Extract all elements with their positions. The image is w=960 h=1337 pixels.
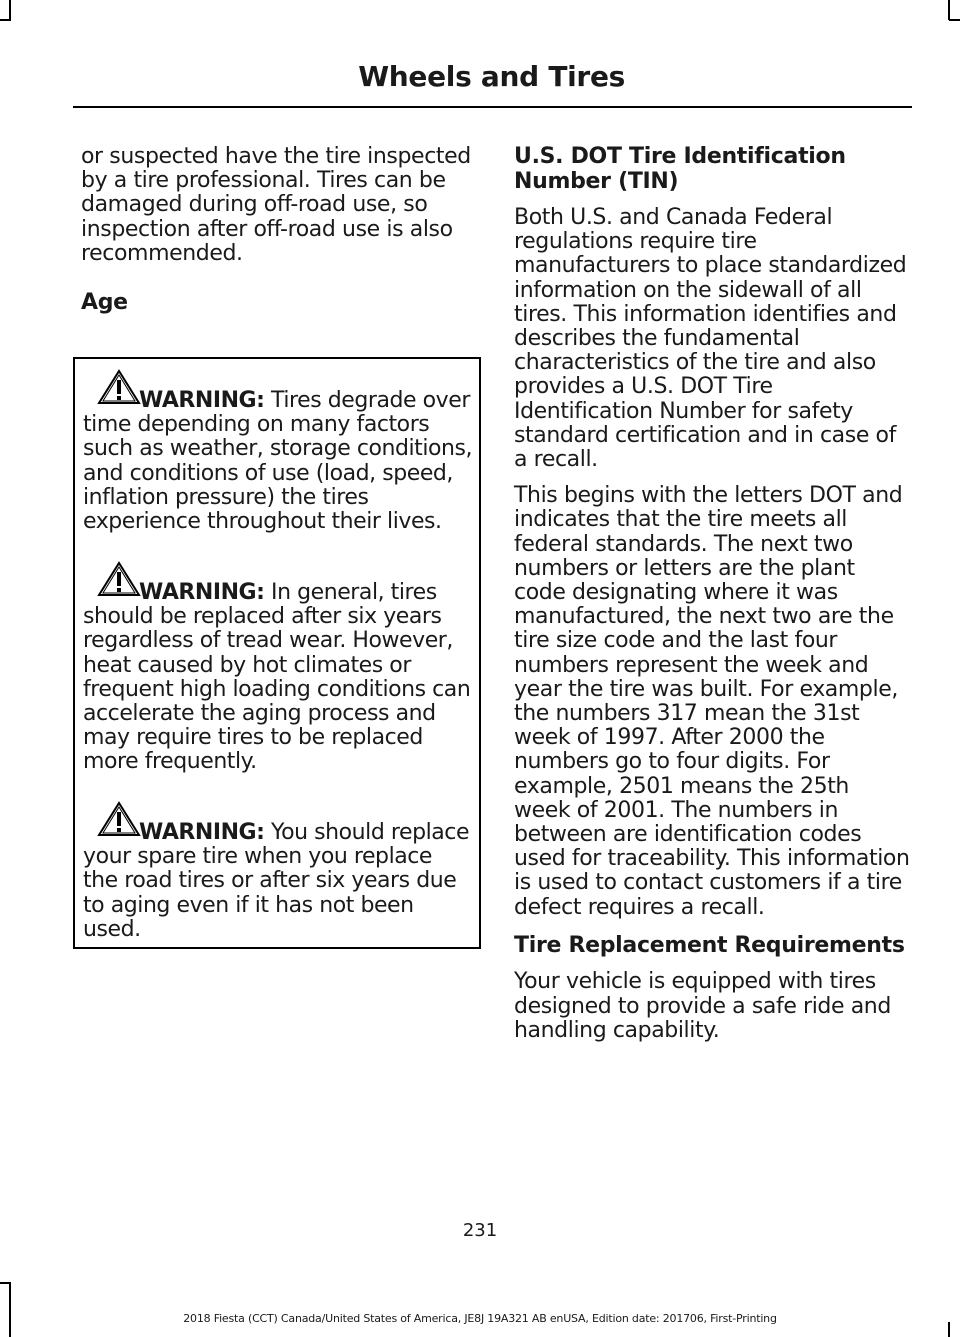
age-heading: Age (81, 290, 128, 316)
warning-text: In general, tires should be replaced after six years regardless of tread wear. However, heat caused by hot climates or frequent high loading conditions can accelerate the aging process and may require tires to be replaced more frequently. (83, 580, 471, 775)
warning-triangle-icon (97, 369, 141, 405)
warning-box (73, 357, 481, 949)
warning-triangle-icon (97, 801, 141, 837)
tin-paragraph-1: Both U.S. and Canada Federal regulations require tire manufacturers to place standardized information on the sidewall of all tires. This information identifies and describes the fundamental characteristics of the tire and also provides a U.S. DOT Tire Identification Number for safety standard certification and in case of a recall. (514, 205, 907, 473)
tin-paragraph-2: This begins with the letters DOT and indicates that the tire meets all federal standards. The next two numbers or letters are the plant code designating where it was manufactured, the next two are the tire size code and the last four numbers represent the week and year the tire was built. For example, the numbers 317 mean the 31st week of 1997. After 2000 the numbers go to four digits. For example, 2501 means the 25th week of 2001. The numbers in between are identification codes used for traceability. This information is used to contact customers if a tire defect requires a recall. (514, 483, 910, 920)
warning-lead: WARNING: (139, 388, 265, 413)
crop-mark (9, 1282, 11, 1337)
warning-item (83, 821, 473, 942)
warning-lead: WARNING: (139, 580, 265, 605)
replacement-heading: Tire Replacement Requirements (514, 932, 905, 958)
crop-mark (0, 19, 11, 21)
warning-item (83, 581, 473, 775)
warning-text: You should replace your spare tire when you replace the road tires or after six years due to aging even if it has not been used. (83, 820, 470, 942)
warning-text: Tires degrade over time depending on many factors such as weather, storage conditions, and conditions of use (load, speed, inflation pressure) the tires experience throughout their lives. (83, 388, 473, 535)
crop-mark (9, 0, 11, 20)
right-column (514, 145, 910, 1055)
tin-heading: U.S. DOT Tire Identification Number (TIN) (514, 144, 846, 194)
crop-mark (948, 0, 950, 20)
warning-item (83, 389, 473, 534)
warning-lead: WARNING: (139, 820, 265, 845)
crop-mark (949, 19, 960, 21)
page-title: Wheels and Tires (358, 60, 625, 93)
left-column (81, 145, 481, 316)
footer-edition: 2018 Fiesta (CCT) Canada/United States of America, JE8J 19A321 AB enUSA, Edition date: 201706, First-Printing (183, 1312, 777, 1325)
header-divider (73, 106, 912, 108)
warning-triangle-icon (97, 561, 141, 597)
replacement-paragraph: Your vehicle is equipped with tires designed to provide a safe ride and handling capability. (514, 969, 891, 1043)
intro-paragraph: or suspected have the tire inspected by a tire professional. Tires can be damaged during off-road use, so inspection after off-road use is also recommended. (81, 144, 471, 266)
page-number: 231 (462, 1220, 498, 1241)
crop-mark (0, 1282, 11, 1284)
